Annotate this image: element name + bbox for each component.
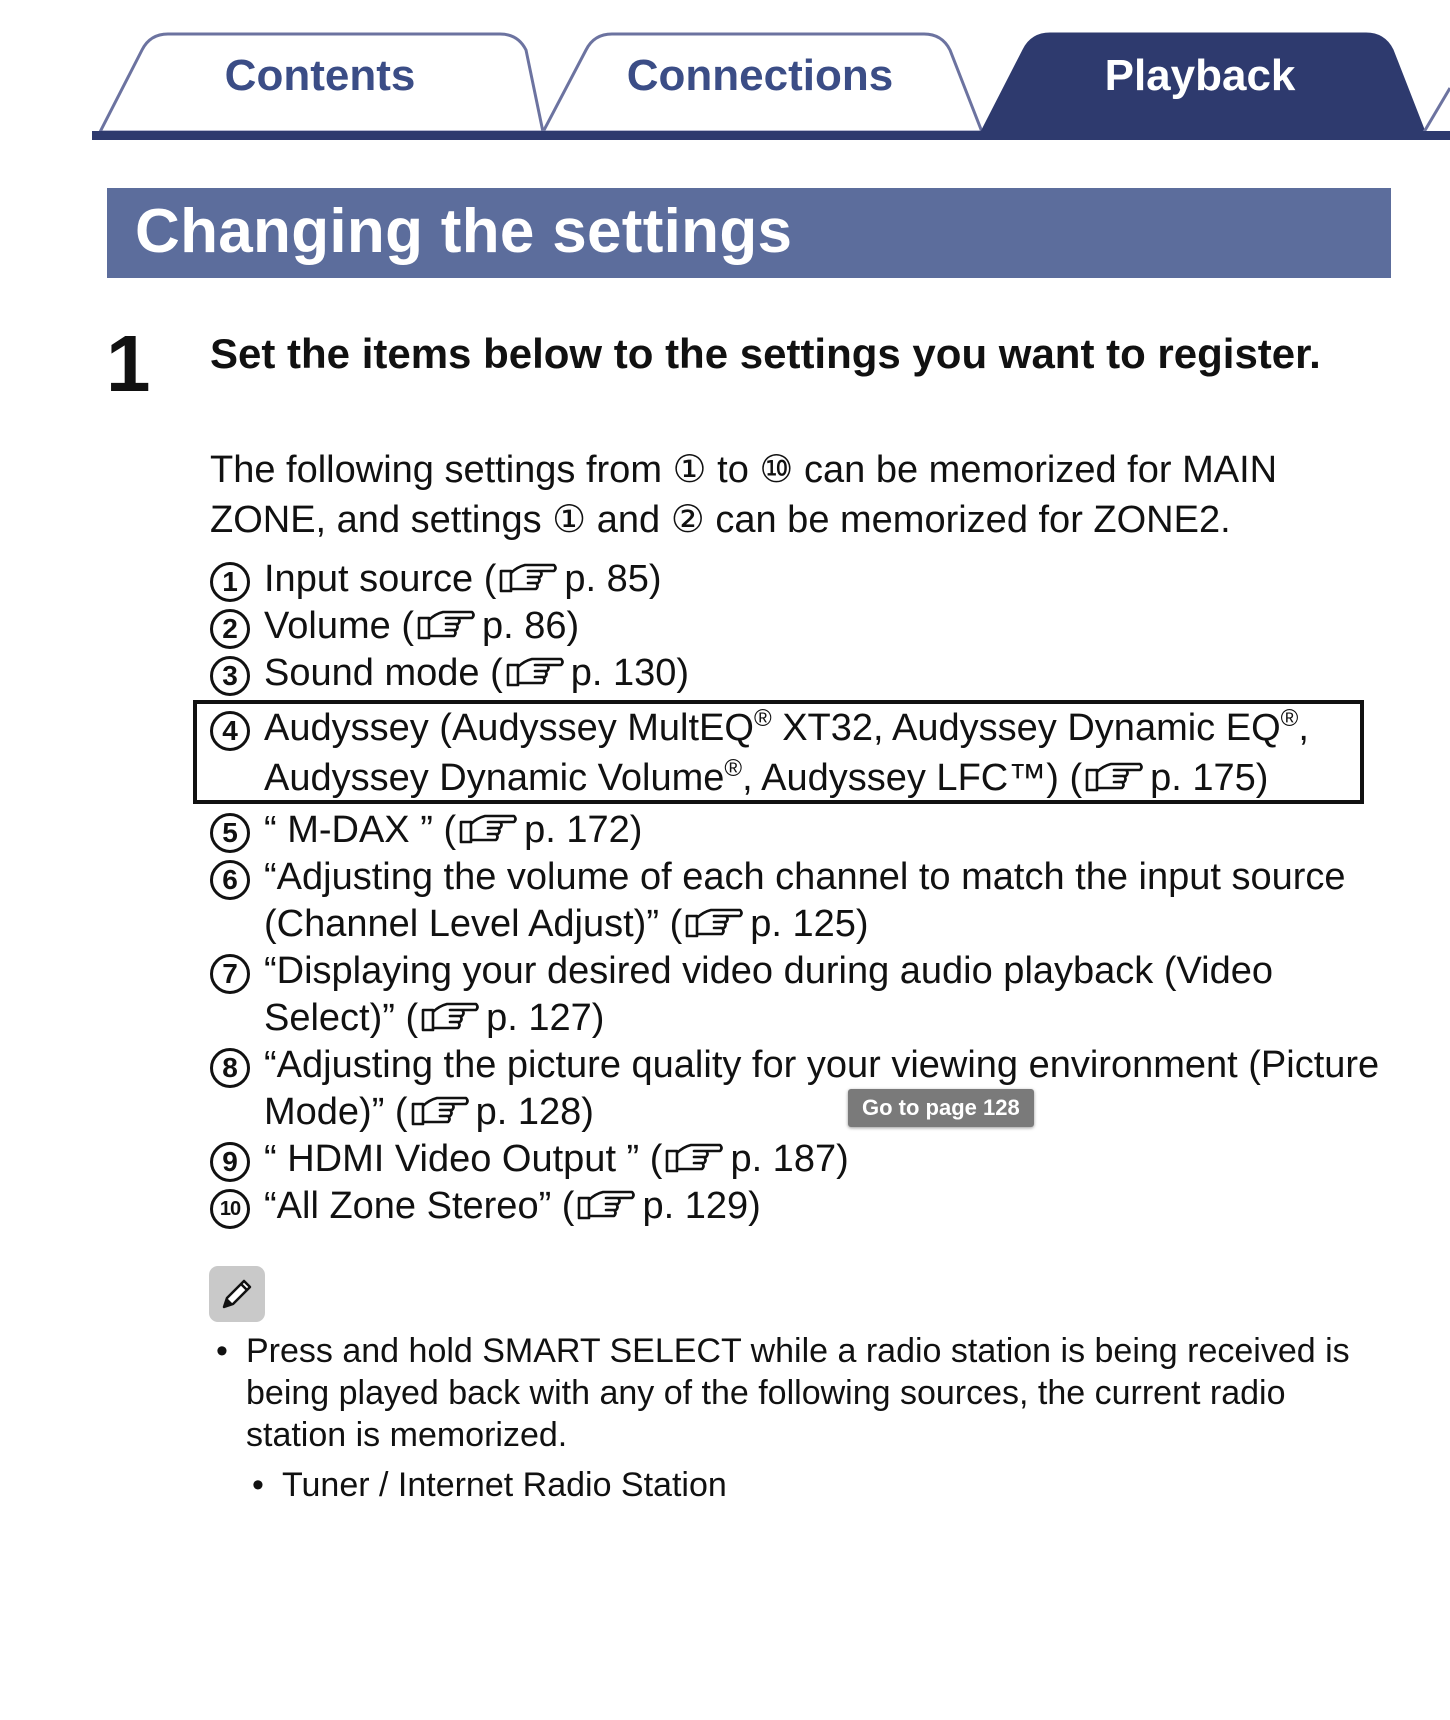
item-text: , Audyssey Dynamic Volume [264,707,1309,799]
circled-number: 3 [210,656,250,696]
list-item [210,1136,1410,1183]
page-reference-link[interactable]: ( p. 127) [405,997,605,1039]
page-reference-link[interactable]: ( p. 85) [483,558,662,600]
settings-list [210,556,1410,1230]
tab-next-edge [1424,88,1450,132]
hand-pointer-icon [684,906,744,940]
section-title-bar [107,188,1391,278]
item-text: , Audyssey LFC™) [742,757,1070,799]
item-text: “ M-DAX ” [264,809,444,851]
step-description: The following settings from ① to ⑩ can be memorized for MAIN ZONE, and settings ① and ② can be memorized for ZONE2. [210,449,1278,541]
circled-number: 4 [210,711,250,751]
page-number[interactable]: p. 130 [570,652,677,694]
list-item [210,650,1410,697]
list-item [210,603,1410,650]
page-reference-link[interactable]: ( p. 86) [401,605,580,647]
tab-playback[interactable]: Playback [1104,51,1296,100]
circled-number: 10 [210,1189,250,1229]
page-number[interactable]: p. 127 [486,997,592,1039]
hand-pointer-icon [458,812,518,846]
tab-underline [92,131,1450,140]
registered-mark: ® [724,755,743,782]
page-number[interactable]: p. 86 [481,605,567,647]
page-number[interactable]: p. 129 [642,1185,749,1227]
item-text: Volume [264,605,402,647]
list-item [210,1183,1410,1230]
page-reference-link[interactable]: ( p. 172) [443,809,643,851]
page-number[interactable]: p. 175 [1150,757,1256,799]
list-item [210,948,1410,1042]
go-to-page-tooltip: Go to page 128 [848,1089,1034,1127]
page-reference-link[interactable]: ( p. 175) [1069,757,1269,799]
page-reference-link[interactable]: ( p. 130) [490,652,690,694]
item-text: “ HDMI Video Output ” [264,1138,650,1180]
pencil-glyph [217,1274,257,1314]
page-reference-link[interactable]: ( p. 129) [561,1185,761,1227]
tab-connections[interactable]: Connections [626,51,894,100]
note-bullet [210,1330,1360,1506]
hand-pointer-icon [1084,760,1144,794]
hand-pointer-icon [416,608,476,642]
circled-number: 9 [210,1142,250,1182]
page-reference-link[interactable]: ( p. 125) [669,903,869,945]
item-text: XT32, Audyssey Dynamic EQ [771,707,1281,749]
note-sub-bullet: • Tuner / Internet Radio Station [246,1464,1360,1506]
hand-pointer-icon [410,1094,470,1128]
page-reference-link[interactable]: ( p. 187) [649,1138,849,1180]
registered-mark: ® [1280,705,1299,732]
registered-mark: ® [753,705,772,732]
page-number[interactable]: p. 172 [524,809,630,851]
step-number: 1 [106,319,151,408]
circled-number: 8 [210,1048,250,1088]
hand-pointer-icon [505,655,565,689]
hand-pointer-icon [420,1000,480,1034]
list-item [210,556,1410,603]
hand-pointer-icon [576,1188,636,1222]
note-text: Press and hold SMART SELECT while a radio station is being received is being played back with any of the following sources, the current radio station is memorized. [246,1332,1350,1454]
circled-number: 6 [210,860,250,900]
hand-pointer-icon [498,561,558,595]
circled-number: 7 [210,954,250,994]
item-text: “Displaying your desired video during audio playback (Video Select)” [264,950,1274,1039]
list-item [210,854,1410,948]
note-bullets [210,1330,1360,1506]
page-number[interactable]: p. 187 [730,1138,837,1180]
pencil-icon [209,1266,265,1322]
circled-number: 5 [210,813,250,853]
page-number[interactable]: p. 85 [564,558,649,600]
tab-bar [0,0,1450,142]
tab-contents[interactable]: Contents [224,51,416,100]
item-text: Sound mode [264,652,491,694]
hand-pointer-icon [664,1141,724,1175]
item-text: “All Zone Stereo” [264,1185,562,1227]
item-text: “Adjusting the picture quality for your viewing environment (Picture Mode)” [264,1044,1380,1133]
page-title: Changing the settings [135,197,793,266]
item-text: Audyssey (Audyssey MultEQ [264,707,754,749]
note-sub-bullets [246,1464,1360,1506]
list-item [210,1042,1410,1136]
circled-number: 1 [210,562,250,602]
page-number[interactable]: p. 125 [750,903,856,945]
page-number[interactable]: p. 128 [475,1091,582,1133]
item-text: Input source [264,558,484,600]
item-text: “Adjusting the volume of each channel to match the input source (Channel Level Adjust)” [264,856,1346,945]
step-heading: Set the items below to the settings you want to register. [210,330,1321,377]
circled-number: 2 [210,609,250,649]
list-item-audyssey [210,703,1410,803]
list-item [210,807,1410,854]
page-reference-link[interactable]: ( p. 128) [394,1091,594,1133]
